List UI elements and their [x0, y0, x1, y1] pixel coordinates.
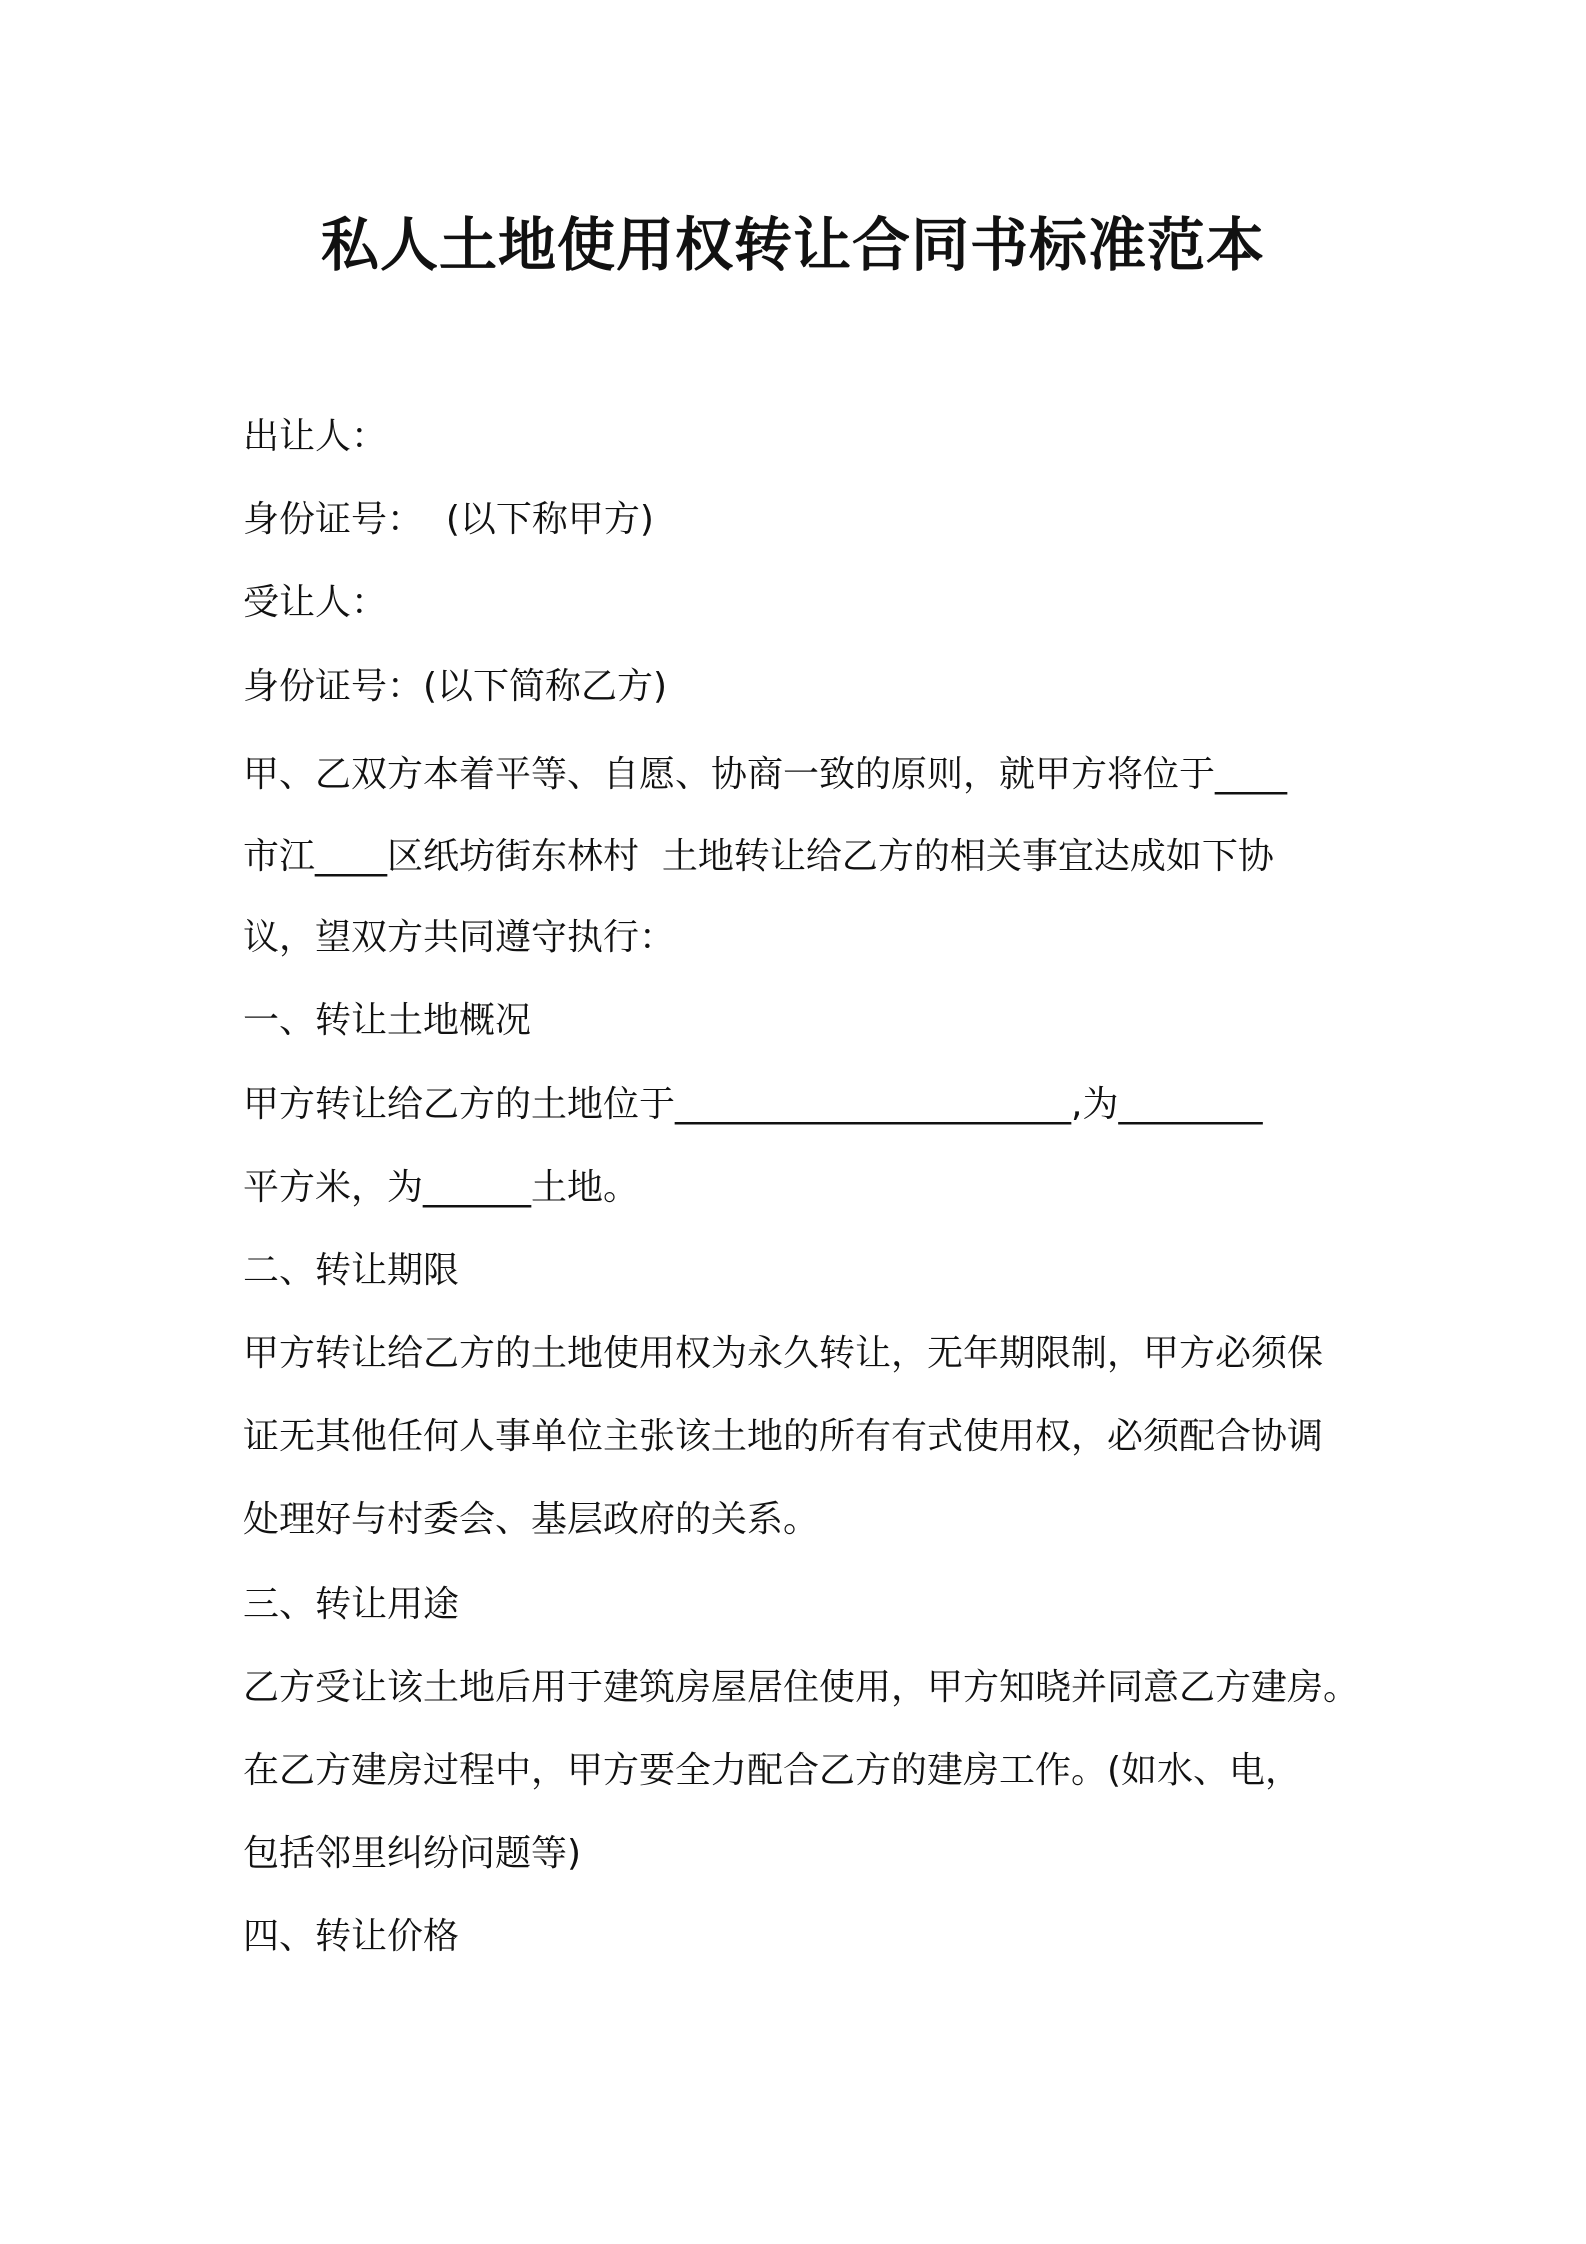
section-2-text-line-1: 甲方转让给乙方的土地使用权为永久转让，无年期限制，甲方必须保	[243, 1333, 1324, 1374]
section-3-text-line-1: 乙方受让该土地后用于建筑房屋居住使用，甲方知晓并同意乙方建房。	[243, 1667, 1360, 1708]
section-1-text-line-2: 平方米，为______土地。	[243, 1167, 640, 1208]
preamble-line-3: 议，望双方共同遵守执行：	[243, 917, 676, 958]
preamble-line-1: 甲、乙双方本着平等、自愿、协商一致的原则，就甲方将位于____	[243, 754, 1288, 795]
section-3-text-line-3: 包括邻里纠纷问题等)	[243, 1833, 582, 1874]
section-1-heading: 一、转让土地概况	[243, 1000, 532, 1041]
section-4-heading: 四、转让价格	[243, 1916, 460, 1957]
section-2-text-line-2: 证无其他任何人事单位主张该土地的所有有式使用权，必须配合协调	[243, 1416, 1324, 1457]
section-3-heading: 三、转让用途	[243, 1584, 460, 1625]
section-2-heading: 二、转让期限	[243, 1250, 460, 1291]
section-1-text-line-1: 甲方转让给乙方的土地位于______________________,为________	[243, 1084, 1263, 1125]
transferee-label: 受让人：	[243, 582, 388, 623]
section-2-text-line-3: 处理好与村委会、基层政府的关系。	[243, 1499, 820, 1540]
preamble-line-2: 市江____区纸坊街东林村 土地转让给乙方的相关事宜达成如下协	[243, 836, 1274, 877]
document-title: 私人土地使用权转让合同书标准范本	[320, 211, 1265, 279]
transferee-id-line: 身份证号：(以下简称乙方)	[243, 666, 668, 707]
transferor-id-line: 身份证号： (以下称甲方)	[243, 499, 654, 540]
transferor-label: 出让人：	[243, 416, 388, 457]
section-3-text-line-2: 在乙方建房过程中，甲方要全力配合乙方的建房工作。(如水、电，	[243, 1750, 1302, 1791]
